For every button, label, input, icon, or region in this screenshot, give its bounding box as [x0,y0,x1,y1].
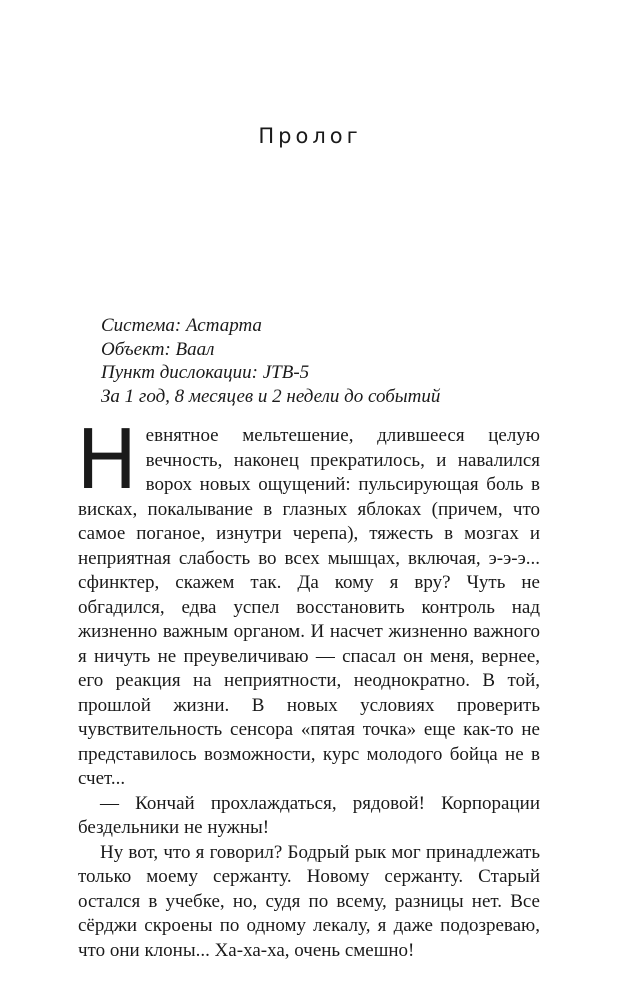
paragraph-3: Ну вот, что я говорил? Бодрый рык мог принадлежать только моему сержанту. Новому сержанту. Старый остался в учебке, но, судя по всему, разницы нет. Все сёрджи скроены по одному лекалу, я даже подозреваю, что они клоны... Ха-ха-ха, очень смешно! [78,841,540,961]
epigraph-system: Система: Астарта [101,315,262,336]
body-text [76,413,540,963]
drop-cap: Н [76,413,138,508]
chapter-title: Пролог [258,124,362,148]
paragraph-1-text: евнятное мельтешение, длившееся целую вечность, наконец прекратилось, и навалился ворох новых ощущений: пульсирующая боль в висках, покалывание в глазных яблоках (причем, что самое поганое, изнутри черепа), тяжесть в мозгах и неприятная слабость во всех мышцах, включая, э-э-э... сфинктер, скажем так. Да кому я вру? Чуть не обгадился, едва успел восстановить контроль над жизненно важным органом. И насчет жизненно важного я ничуть не преувеличиваю — спасал он меня, вернее, его реакция на неприятности, неоднократно. В той, прошлой жизни. В новых условиях проверить чувствительность сенсора «пятая точка» еще как-то не представилось возможности, курс молодого бойца не в счет... [78,425,540,789]
epigraph [101,314,541,408]
epigraph-time: За 1 год, 8 месяцев и 2 недели до событий [101,385,441,407]
epigraph-object: Объект: Ваал [101,338,215,360]
paragraph-1 [76,413,540,792]
epigraph-location: Пункт дислокации: JTB-5 [101,362,310,383]
paragraph-2: — Кончай прохлаждаться, рядовой! Корпорации бездельники не нужны! [78,792,540,838]
